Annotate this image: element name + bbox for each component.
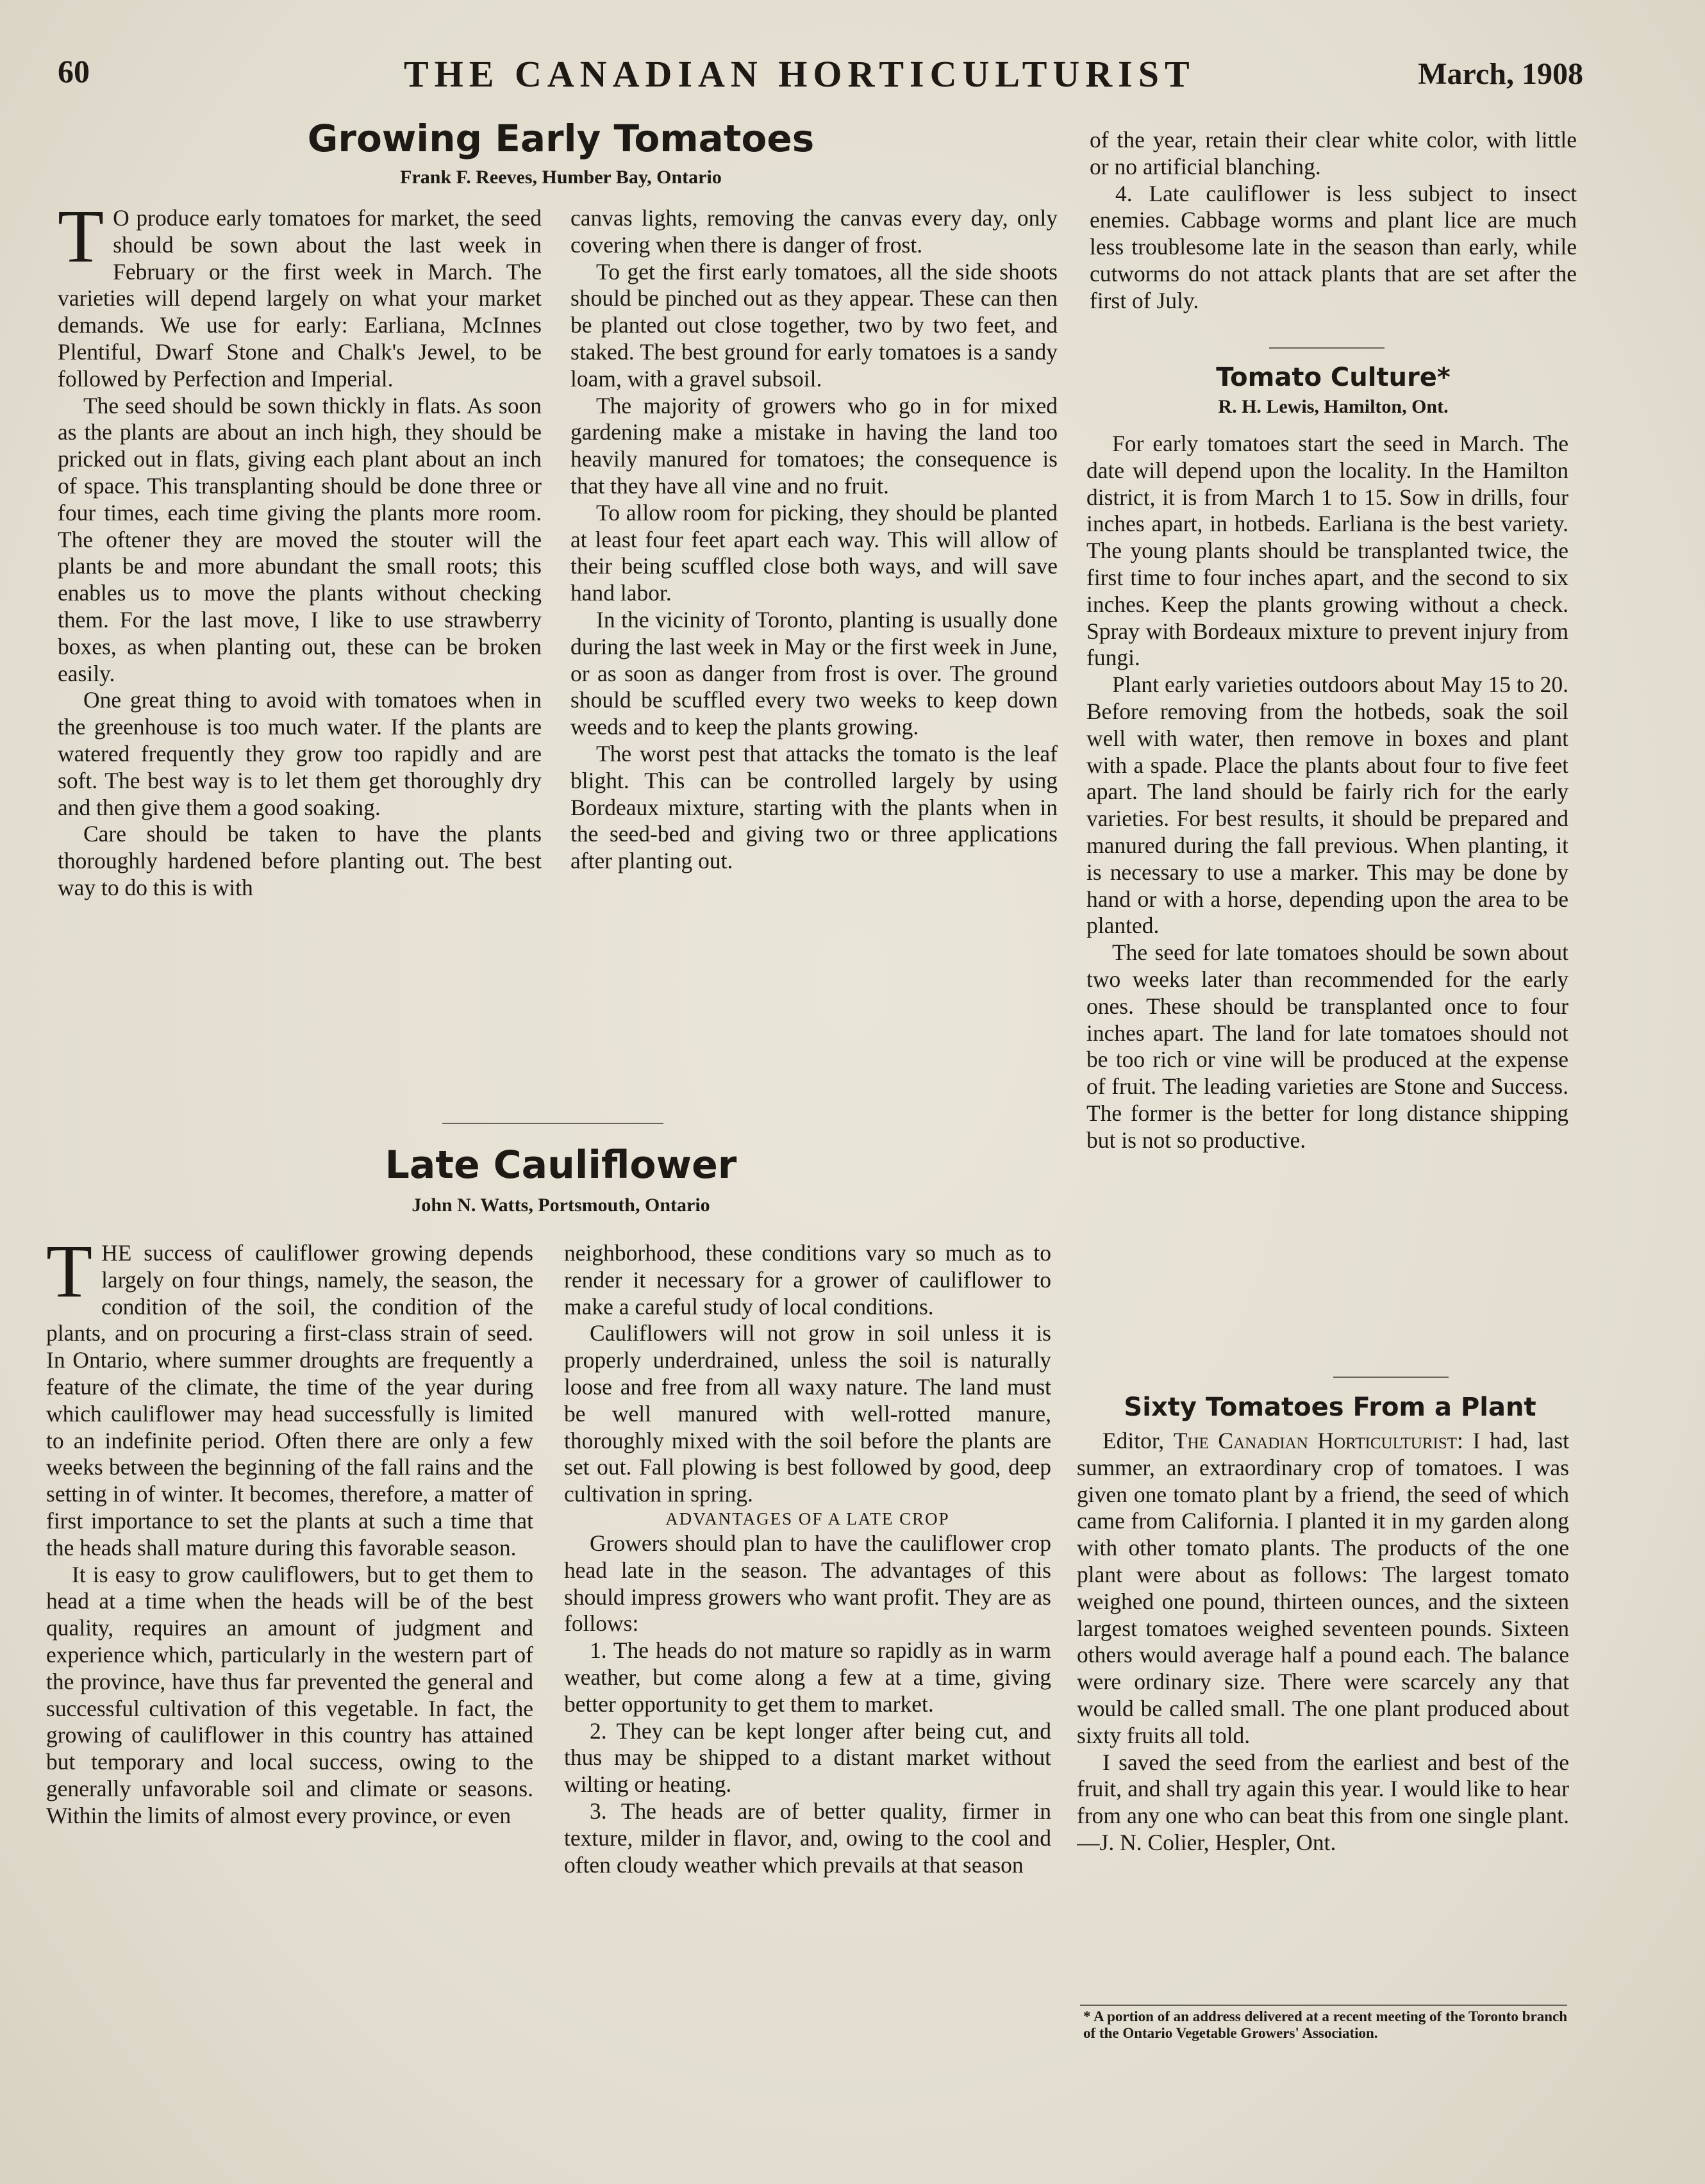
cauliflower-column-2 [564,1240,1051,2067]
paragraph-text: : I had, last summer, an extraordinary crop of tomatoes. I was given one tomato plant by a friend, the seed of which came from California. I planted it in my garden along with other tomato plants. The products of the one plant were about as follows: The largest tomato weighed one pound, thirteen ounces, and the sixteen largest tomatoes weighed seventeen pounds. Sixteen others would average half a pound each. The balance were ordinary size. There were scarcely any that would be called small. The one plant produced about sixty fruits all told. [1077,1428,1569,1748]
article-title: Late Cauliflower [385,1143,737,1187]
journal-title: THE CANADIAN HORTICULTURIST [404,53,1195,95]
culture-heading [1090,360,1577,418]
paragraph: The majority of growers who go in for mixed gardening make a mistake in having the land too heavily manured for tomatoes; the consequence is that they have all vine and no fruit. [570,392,1058,499]
sixty-heading [1083,1389,1577,1425]
article-byline: John N. Watts, Portsmouth, Ontario [412,1195,710,1216]
drop-cap: T [58,205,104,278]
paragraph: For early tomatoes start the seed in March. The date will depend upon the locality. In the Hamilton district, it is from March 1 to 15. Sow in drills, four inches apart, in hotbeds. Earliana is the best variety. The young plants should be transplanted twice, the first time to four inches apart, and the second to six inches. Keep the plants growing without a check. Spray with Bordeaux mixture to prevent injury from fungi. [1086,431,1568,671]
sixty-column [1077,1428,1569,2005]
paragraph: The worst pest that attacks the tomato is the leaf blight. This can be controlled largely by using Bordeaux mixture, starting with the plants when in the seed-bed and giving two or three applications after planting out. [570,740,1058,874]
paragraph: of the year, retain their clear white color, with little or no artificial blanching. [1090,127,1577,179]
paragraph: 2. They can be kept longer after being cut, and thus may be shipped to a distant market without wilting or heating. [564,1717,1051,1798]
paragraph: I saved the seed from the earliest and best of the fruit, and shall try again this year. I would like to hear from any one who can beat this from one single plant.—J. N. Colier, Hespler, Ont. [1077,1749,1569,1855]
cauliflower-continuation [1090,127,1577,338]
paragraph: To get the first early tomatoes, all the side shoots should be pinched out as they appear. These can then be planted out close together, two by two feet, and staked. The best ground for early tomatoes is a sandy loam, with a gravel subsoil. [570,258,1058,392]
section-divider [1269,347,1385,349]
paragraph: To allow room for picking, they should be planted at least four feet apart each way. This will allow of their being scuffled close both ways, and will save hand labor. [570,499,1058,606]
paragraph: 1. The heads do not mature so rapidly as in warm weather, but come along a few at a time, giving better opportunity to get them to market. [564,1637,1051,1717]
paragraph: neighborhood, these conditions vary so much as to render it necessary for a grower of cauliflower to make a careful study of local conditions. [564,1240,1051,1320]
section-divider [1333,1377,1449,1378]
culture-column [1086,431,1568,1379]
paragraph: Care should be taken to have the plants thoroughly hardened before planting out. The best way to do this is with [58,821,542,900]
journal-name: The Canadian Horticulturist [1173,1428,1458,1453]
paragraph: The seed for late tomatoes should be sown about two weeks later than recommended for the early ones. These should be transplanted once to four inches apart. The land for late tomatoes should not be too rich or vine will be produced at the expense of fruit. The leading varieties are Stone and Success. The former is the better for long distance shipping but is not so productive. [1086,939,1568,1153]
footnote [1083,2008,1567,2042]
paragraph: 4. Late cauliflower is less subject to insect enemies. Cabbage worms and plant lice are much less troublesome late in the season than early, while cutworms do not attack plants that are set after the first of July. [1090,180,1577,313]
article-title: Growing Early Tomatoes [307,117,815,160]
drop-cap: T [46,1240,93,1313]
paragraph [1077,1428,1569,1750]
salutation: Editor, [1102,1428,1165,1453]
cauliflower-heading [58,1141,1064,1216]
paragraph-text: HE success of cauliflower growing depends largely on four things, namely, the season, the condition of the soil, the condition of the plants, and on procuring a first-class strain of seed. In Ontario, where summer droughts are frequently a feature of the climate, the time of the year during which cauliflower may head successfully is limited to an indefinite period. Often there are only a few weeks between the beginning of the fall rains and the setting in of winter. It becomes, therefore, a matter of first importance to set the plants at such a time that the heads shall mature during this favorable season. [46,1240,533,1560]
paragraph: It is easy to grow cauliflowers, but to get them to head at a time when the heads will be of the best quality, requires an amount of judgment and experience which, particularly in the western part of the province, have thus far prevented the general and successful cultivation of this vegetable. In fact, the growing of cauliflower in this country has attained but temporary and local success, owing to the generally unfavorable soil and climate or seasons. Within the limits of almost every province, or even [46,1561,533,1828]
paragraph [58,205,542,393]
tomatoes-column-2 [570,205,1058,1102]
paragraph [46,1240,533,1562]
paragraph: The seed should be sown thickly in flats. As soon as the plants are about an inch high, they should be pricked out in flats, giving each plant about an inch of space. This transplanting should be done three or four times, each time giving the plants more room. The oftener they are moved the stouter will the plants be and more abundant the small roots; this enables us to move the plants without checking them. For the last move, I like to use strawberry boxes, as when planting out, these can be broken easily. [58,392,542,686]
paragraph: 3. The heads are of better quality, firmer in texture, milder in flavor, and, owing to the cool and often cloudy weather which prevails at that season [564,1798,1051,1878]
footnote-rule [1080,2005,1567,2006]
page-number: 60 [58,53,90,89]
article-byline: R. H. Lewis, Hamilton, Ont. [1218,396,1449,417]
section-divider [442,1123,663,1124]
issue-date: March, 1908 [1418,57,1583,91]
cauliflower-column-1 [46,1240,533,2067]
paragraph: canvas lights, removing the canvas every day, only covering when there is danger of frost. [570,205,1058,258]
article-title: Tomato Culture* [1216,363,1451,392]
paragraph: Growers should plan to have the cauliflower crop head late in the season. The advantages of this should impress growers who want profit. They are as follows: [564,1530,1051,1637]
footnote-text: * A portion of an address delivered at a recent meeting of the Toronto branch of the Ontario Vegetable Growers' Association. [1083,2008,1567,2041]
running-header [58,53,1583,97]
article-byline: Frank F. Reeves, Humber Bay, Ontario [400,167,722,188]
paragraph: Cauliflowers will not grow in soil unless it is properly underdrained, unless the soil is naturally loose and free from all waxy nature. The land must be well manured with well-rotted manure, thoroughly mixed with the soil before the plants are set out. Fall plowing is best followed by good, deep cultivation in spring. [564,1320,1051,1507]
section-subhead: ADVANTAGES OF A LATE CROP [665,1509,950,1528]
tomatoes-heading [58,115,1064,188]
tomatoes-column-1 [58,205,542,1102]
paragraph: Plant early varieties outdoors about May 15 to 20. Before removing from the hotbeds, soak the soil well with water, then remove in boxes and plant with a spade. Place the plants about four to five feet apart. The land should be fairly rich for the early varieties. For best results, it should be prepared and manured during the fall previous. When planting, it is necessary to use a marker. This may be done by hand or with a horse, depending upon the area to be planted. [1086,672,1568,939]
article-title: Sixty Tomatoes From a Plant [1124,1393,1536,1422]
paragraph: One great thing to avoid with tomatoes when in the greenhouse is too much water. If the plants are watered frequently they grow too rapidly and are soft. The best way is to let them get thoroughly dry and then give them a good soaking. [58,687,542,820]
paragraph: In the vicinity of Toronto, planting is usually done during the last week in May or the first week in June, or as soon as danger from frost is over. The ground should be scuffled every two weeks to keep down weeds and to keep the plants growing. [570,606,1058,740]
paragraph-text: O produce early tomatoes for market, the seed should be sown about the last week in February or the first week in March. The varieties will depend largely on what your market demands. We use for early: Earliana, McInnes Plentiful, Dwarf Stone and Chalk's Jewel, to be followed by Perfection and Imperial. [58,205,542,392]
